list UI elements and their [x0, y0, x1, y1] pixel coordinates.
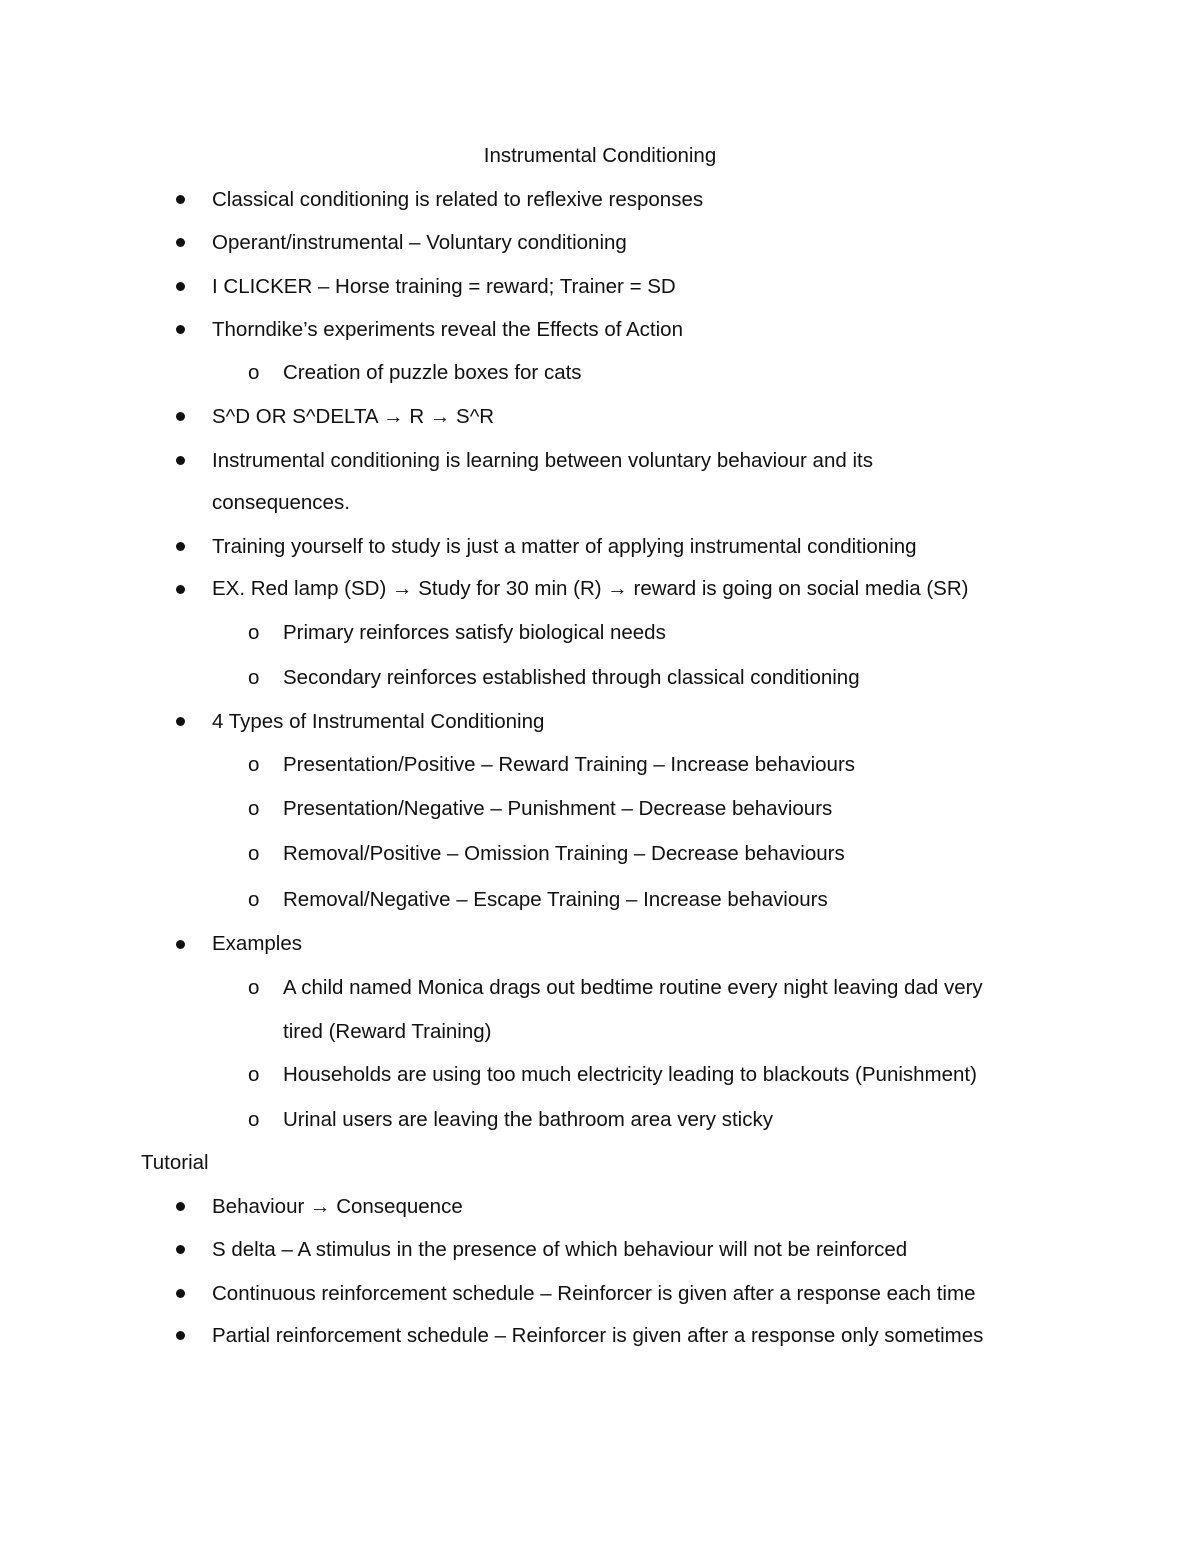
- bullet-text: S^D OR S^DELTA → R → S^R: [212, 405, 495, 428]
- sub-bullet-marker: o: [248, 976, 260, 999]
- bullet-text: Thorndike’s experiments reveal the Effects of Action: [212, 318, 683, 341]
- bullet-dot: [176, 195, 185, 204]
- bullet-dot: [176, 585, 185, 594]
- sub-bullet-marker: o: [248, 621, 260, 644]
- bullet-text: Classical conditioning is related to reflexive responses: [212, 188, 704, 211]
- sub-bullet-text-continuation: tired (Reward Training): [283, 1020, 492, 1043]
- bullet-dot: [176, 1331, 185, 1340]
- bullet-text: S delta – A stimulus in the presence of which behaviour will not be reinforced: [212, 1238, 908, 1261]
- bullet-dot: [176, 1289, 185, 1298]
- section-heading-tutorial: Tutorial: [141, 1151, 209, 1174]
- sub-bullet-text: Households are using too much electricity leading to blackouts (Punishment): [283, 1063, 977, 1086]
- bullet-text: Training yourself to study is just a matter of applying instrumental conditioning: [212, 535, 917, 558]
- sub-bullet-text: Presentation/Negative – Punishment – Decrease behaviours: [283, 797, 833, 820]
- bullet-text: Instrumental conditioning is learning between voluntary behaviour and its: [212, 449, 873, 472]
- sub-bullet-text: Urinal users are leaving the bathroom area very sticky: [283, 1108, 773, 1131]
- bullet-dot: [176, 542, 185, 551]
- sub-bullet-text: Removal/Positive – Omission Training – Decrease behaviours: [283, 842, 845, 865]
- bullet-text-continuation: consequences.: [212, 491, 350, 514]
- sub-bullet-marker: o: [248, 1108, 260, 1131]
- sub-bullet-text: Secondary reinforces established through classical conditioning: [283, 666, 860, 689]
- bullet-text: Examples: [212, 932, 303, 955]
- bullet-dot: [176, 1245, 185, 1254]
- sub-bullet-text: A child named Monica drags out bedtime routine every night leaving dad very: [283, 976, 983, 999]
- bullet-text: 4 Types of Instrumental Conditioning: [212, 710, 545, 733]
- sub-bullet-text: Primary reinforces satisfy biological needs: [283, 621, 666, 644]
- bullet-text: Operant/instrumental – Voluntary conditioning: [212, 231, 627, 254]
- sub-bullet-text: Creation of puzzle boxes for cats: [283, 361, 582, 384]
- bullet-dot: [176, 717, 185, 726]
- sub-bullet-marker: o: [248, 666, 260, 689]
- bullet-text: Partial reinforcement schedule – Reinforcer is given after a response only sometimes: [212, 1324, 984, 1347]
- bullet-text: Behaviour → Consequence: [212, 1195, 463, 1218]
- bullet-dot: [176, 940, 185, 949]
- bullet-dot: [176, 282, 185, 291]
- sub-bullet-text: Removal/Negative – Escape Training – Increase behaviours: [283, 888, 828, 911]
- sub-bullet-marker: o: [248, 842, 260, 865]
- sub-bullet-marker: o: [248, 888, 260, 911]
- bullet-dot: [176, 412, 185, 421]
- document-title: Instrumental Conditioning: [483, 144, 717, 167]
- bullet-dot: [176, 238, 185, 247]
- bullet-dot: [176, 325, 185, 334]
- sub-bullet-text: Presentation/Positive – Reward Training – Increase behaviours: [283, 753, 856, 776]
- sub-bullet-marker: o: [248, 361, 260, 384]
- bullet-dot: [176, 1202, 185, 1211]
- sub-bullet-marker: o: [248, 753, 260, 776]
- sub-bullet-marker: o: [248, 1063, 260, 1086]
- bullet-text: Continuous reinforcement schedule – Reinforcer is given after a response each time: [212, 1282, 976, 1305]
- bullet-text: EX. Red lamp (SD) → Study for 30 min (R) → reward is going on social media (SR): [212, 577, 969, 600]
- sub-bullet-marker: o: [248, 797, 260, 820]
- bullet-dot: [176, 456, 185, 465]
- bullet-text: I CLICKER – Horse training = reward; Trainer = SD: [212, 275, 676, 298]
